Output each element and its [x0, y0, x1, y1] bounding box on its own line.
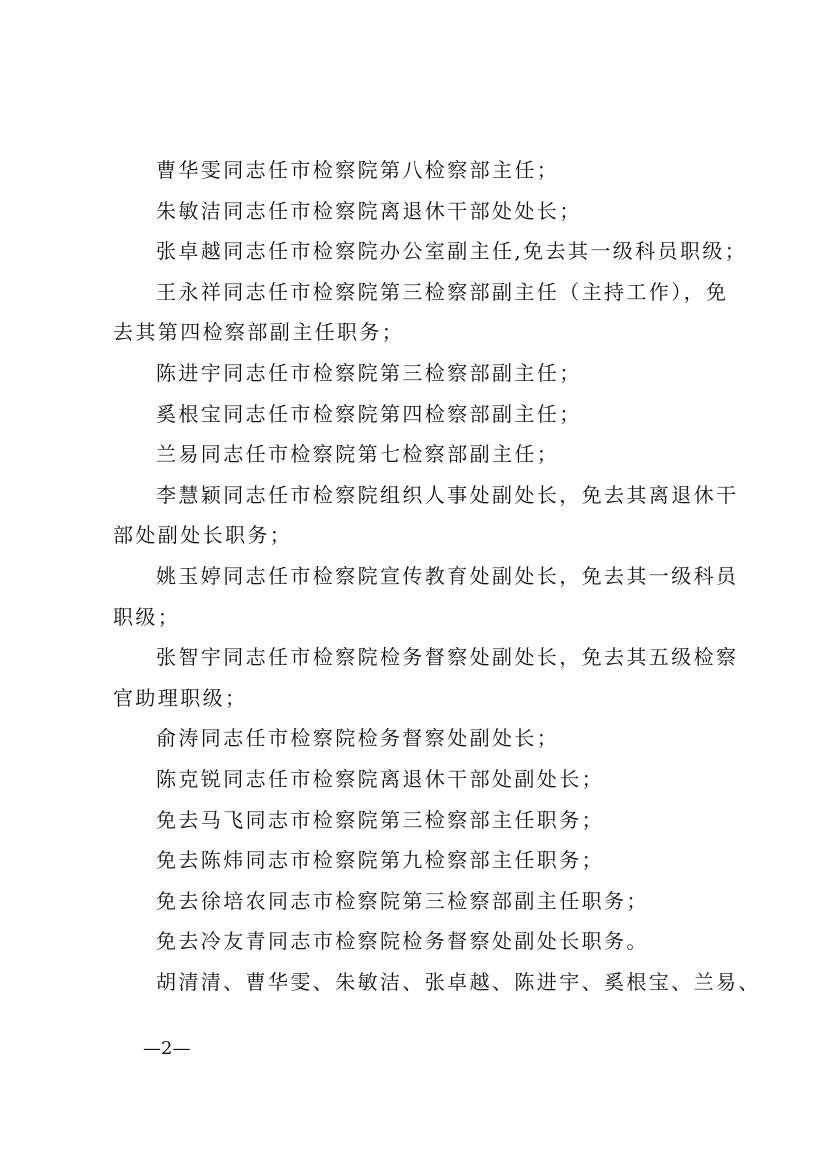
- paragraph-line: 张智宇同志任市检察院检务督察处副处长，免去其五级检察: [156, 645, 739, 670]
- paragraph-line: 免去冷友青同志市检察院检务督察处副处长职务。: [156, 929, 649, 954]
- paragraph-line: 朱敏洁同志任市检察院离退休干部处处长；: [156, 198, 582, 223]
- paragraph-line: 职级；: [113, 604, 181, 629]
- paragraph-line: 曹华雯同志任市检察院第八检察部主任；: [156, 158, 560, 182]
- paragraph-line: 兰易同志任市检察院第七检察部副主任；: [156, 442, 560, 467]
- paragraph-line: 姚玉婷同志任市检察院宣传教育处副处长，免去其一级科员: [156, 563, 739, 588]
- paragraph-line: 张卓越同志任市检察院办公室副主任,免去其一级科员职级；: [156, 239, 748, 264]
- paragraph-line: 陈进宇同志任市检察院第三检察部副主任；: [156, 360, 582, 385]
- paragraph-line: 免去徐培农同志市检察院第三检察部副主任职务；: [156, 888, 649, 913]
- paragraph-line: 奚根宝同志任市检察院第四检察部副主任；: [156, 401, 582, 426]
- paragraph-line: 官助理职级；: [113, 685, 248, 710]
- paragraph-line: 部处副处长职务；: [113, 523, 293, 548]
- paragraph-line: 免去陈炜同志市检察院第九检察部主任职务；: [156, 848, 604, 873]
- paragraph-line: 李慧颖同志任市检察院组织人事处副处长，免去其离退休干: [156, 482, 739, 507]
- paragraph-line: 陈克锐同志任市检察院离退休干部处副处长；: [156, 766, 604, 791]
- paragraph-line: 去其第四检察部副主任职务；: [113, 320, 405, 345]
- page-number: —2—: [143, 1038, 191, 1059]
- paragraph-line: 免去马飞同志市检察院第三检察部主任职务；: [156, 807, 604, 832]
- paragraph-line: 王永祥同志任市检察院第三检察部副主任（主持工作），免: [156, 279, 729, 304]
- paragraph-line: 胡清清、曹华雯、朱敏洁、张卓越、陈进宇、奚根宝、兰易、: [156, 969, 761, 994]
- document-body: [113, 150, 761, 1002]
- paragraph-line: 俞涛同志任市检察院检务督察处副处长；: [156, 726, 560, 751]
